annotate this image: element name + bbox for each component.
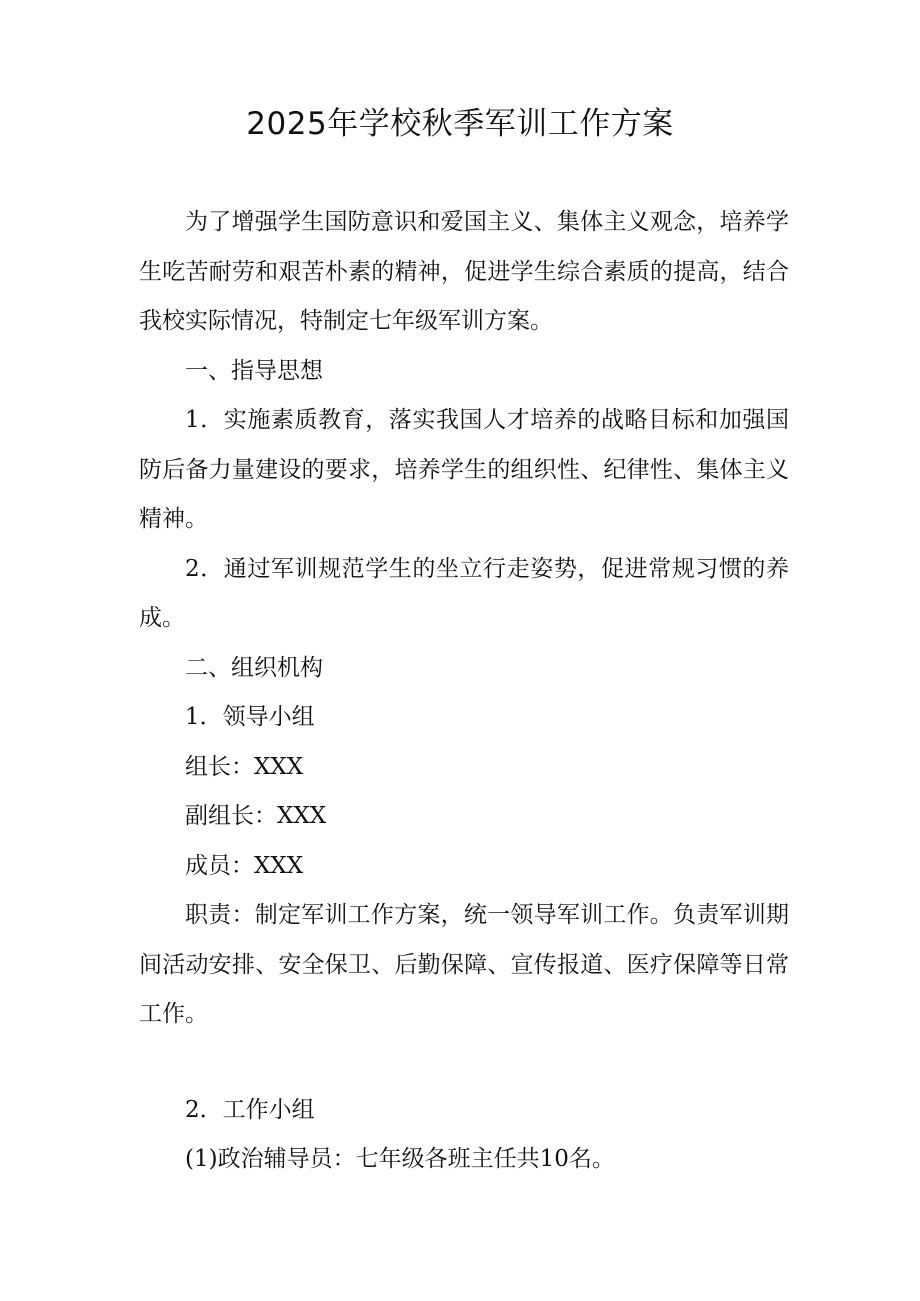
section-heading-guiding-ideology: 一、指导思想 — [185, 357, 323, 384]
section-heading-organization: 二、组织机构 — [185, 654, 323, 681]
subsection-leadership-group: 1．领导小组 — [185, 704, 315, 730]
document-body — [139, 198, 789, 1185]
subsection-working-group: 2．工作小组 — [185, 1096, 315, 1123]
guiding-item-2: 2．通过军训规范学生的坐立行走姿势，促进常规习惯的养成。 — [139, 555, 789, 631]
leader-line: 组长：XXX — [185, 753, 304, 780]
intro-paragraph: 为了增强学生国防意识和爱国主义、集体主义观念，培养学生吃苦耐劳和艰苦朴素的精神，促进学生综合素质的提高，结合我校实际情况，特制定七年级军训方案。 — [139, 209, 789, 334]
document-title: 2025年学校秋季军训工作方案 — [246, 106, 674, 142]
political-counselor-line: (1)政治辅导员：七年级各班主任共10名。 — [185, 1146, 615, 1172]
deputy-leader-line: 副组长：XXX — [185, 803, 327, 829]
members-line: 成员：XXX — [185, 852, 304, 879]
duties-paragraph: 职责：制定军训工作方案，统一领导军训工作。负责军训期间活动安排、安全保卫、后勤保障、宣传报道、医疗保障等日常工作。 — [139, 902, 789, 1027]
guiding-item-1: 1．实施素质教育，落实我国人才培养的战略目标和加强国防后备力量建设的要求，培养学生的组织性、纪律性、集体主义精神。 — [139, 407, 789, 532]
